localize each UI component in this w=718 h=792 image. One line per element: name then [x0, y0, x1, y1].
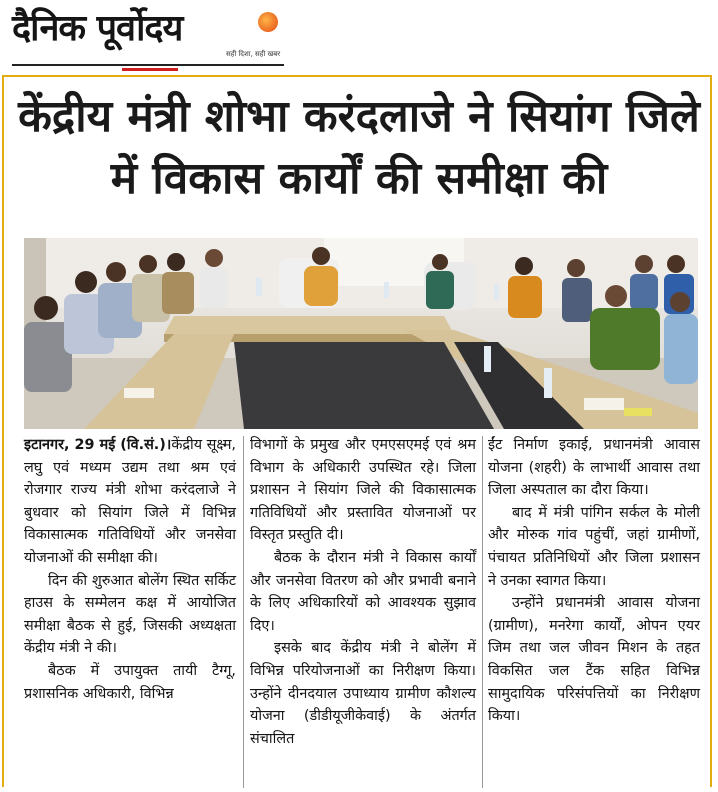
newspaper-logo: दैनिक पूर्वोदय	[12, 8, 183, 49]
headline: केंद्रीय मंत्री शोभा करंदलाजे ने सियांग जिले में विकास कार्यों की समीक्षा की	[18, 91, 700, 204]
article-column-2	[250, 434, 476, 750]
article-column-1	[24, 434, 236, 705]
sun-logo-icon	[258, 12, 278, 32]
paragraph: बाद में मंत्री पांगिन सर्कल के मोली और मोरुक गांव पहुंचीं, जहां ग्रामीणों, पंचायत प्रतिनिधियों और जिला प्रशासन ने उनका स्वागत किया।	[488, 504, 700, 589]
paragraph: इसके बाद केंद्रीय मंत्री ने बोलेंग में विभिन्न परियोजनाओं का निरीक्षण किया। उन्होंने दीनदयाल उपाध्याय ग्रामीण कौशल्य योजना (डीडीयूजीकेवाई) के अंतर्गत संचालित	[250, 640, 476, 747]
masthead-accent-rule	[122, 68, 178, 71]
column-divider	[243, 436, 244, 788]
paragraph-text: केंद्रीय सूक्ष्म, लघु एवं मध्यम उद्यम तथा श्रम एवं रोजगार राज्य मंत्री शोभा करंदलाजे ने बुधवार को सियांग जिले में विभिन्न विकासात्मक गतिविधियों और जनसेवा योजनाओं की समीक्षा की।	[24, 437, 236, 566]
paragraph: ईंट निर्माण इकाई, प्रधानमंत्री आवास योजना (शहरी) के लाभार्थी आवास तथा जिला अस्पताल का दौरा किया।	[488, 437, 700, 499]
paragraph: विभागों के प्रमुख और एमएसएमई एवं श्रम विभाग के अधिकारी उपस्थित रहे। जिला प्रशासन ने सियांग जिले की विकासात्मक गतिविधियों और प्रस्तावित योजनाओं पर विस्तृत प्रस्तुति दी।	[250, 437, 476, 544]
column-divider	[482, 436, 483, 788]
paragraph	[24, 434, 236, 570]
masthead-rule	[12, 64, 284, 66]
dateline: इटानगर, 29 मई (वि.सं.)।	[24, 437, 172, 453]
paragraph: दिन की शुरुआत बोलेंग स्थित सर्किट हाउस के सम्मेलन कक्ष में आयोजित समीक्षा बैठक से हुई, जिसकी अध्यक्षता केंद्रीय मंत्री ने की।	[24, 572, 236, 657]
paragraph: बैठक के दौरान मंत्री ने विकास कार्यों और जनसेवा वितरण को और प्रभावी बनाने के लिए अधिकारियों को आवश्यक सुझाव दिए।	[250, 549, 476, 634]
article-column-3	[488, 434, 700, 728]
tagline: सही दिशा, सही खबर	[226, 50, 281, 58]
paragraph: उन्होंने प्रधानमंत्री आवास योजना (ग्रामीण), मनरेगा कार्यों, ओपन एयर जिम तथा जल जीवन मिशन के तहत विकसित जल टैंक सहित विभिन्न सामुदायिक परिसंपत्तियों का निरीक्षण किया।	[488, 595, 700, 725]
meeting-photo	[24, 238, 698, 429]
masthead	[0, 0, 718, 76]
paragraph: बैठक में उपायुक्त तायी टैग्गू, प्रशासनिक अधिकारी, विभिन्न	[24, 662, 236, 702]
